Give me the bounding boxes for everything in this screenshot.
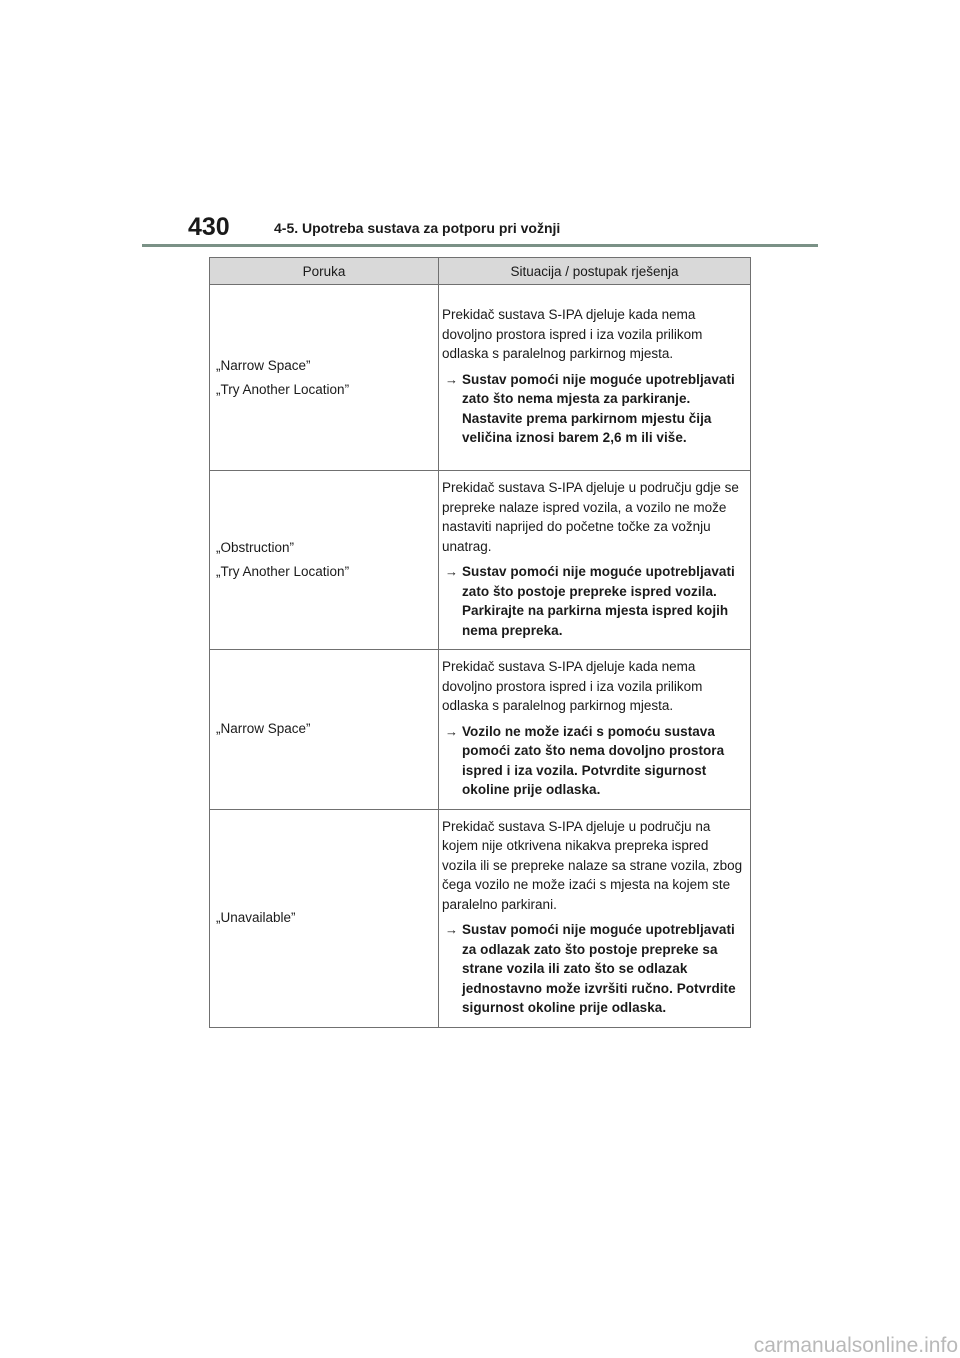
arrow-right-icon: →	[445, 922, 459, 937]
page-number: 430	[188, 213, 230, 241]
section-title: 4-5. Upotreba sustava za potporu pri vožnji	[274, 220, 561, 236]
situation-cell	[439, 285, 751, 471]
column-header-situation: Situacija / postupak rješenja	[439, 258, 751, 285]
column-header-message: Poruka	[210, 258, 439, 285]
solution-text	[442, 370, 746, 448]
message-text: „Try Another Location”	[216, 381, 350, 397]
message-text: „Narrow Space”	[216, 357, 311, 373]
message-text: „Try Another Location”	[216, 564, 350, 579]
message-text: „Obstruction”	[216, 540, 295, 555]
table-row	[210, 471, 751, 650]
message-cell	[210, 471, 439, 650]
message-cell	[210, 809, 439, 1027]
solution-text	[442, 920, 746, 1018]
situation-cell	[439, 650, 751, 810]
message-cell	[210, 285, 439, 471]
table-row	[210, 285, 751, 471]
situation-text: Prekidač sustava S-IPA djeluje u području na kojem nije otkrivena nikakva prepreka ispred vozila ili se prepreke nalaze sa strane vozila, zbog čega vozilo ne može izaći s mjesta na kojem ste paralelno parkirani.	[442, 818, 743, 912]
message-table	[209, 257, 751, 1028]
solution-label: Sustav pomoći nije moguće upotrebljavati zato što nema mjesta za parkiranje. Nastavite prema parkirnom mjestu čija veličina iznosi barem 2,6 m ili više.	[462, 371, 735, 446]
arrow-right-icon: →	[445, 564, 459, 579]
solution-text	[442, 562, 746, 640]
arrow-right-icon: →	[445, 371, 459, 387]
situation-text: Prekidač sustava S-IPA djeluje kada nema dovoljno prostora ispred i iza vozila prilikom odlaska s paralelnog parkirnog mjesta.	[442, 659, 703, 713]
message-text: „Narrow Space”	[216, 721, 311, 737]
solution-text	[442, 722, 746, 800]
solution-label: Sustav pomoći nije moguće upotrebljavati zato što postoje prepreke ispred vozila. Parkirajte na parkirna mjesta ispred kojih nema prepreka.	[462, 564, 735, 638]
situation-text: Prekidač sustava S-IPA djeluje kada nema dovoljno prostora ispred i iza vozila prilikom odlaska s paralelnog parkirnog mjesta.	[442, 307, 703, 362]
situation-cell	[439, 471, 751, 650]
page-header	[142, 213, 818, 245]
message-cell	[210, 650, 439, 810]
table-row	[210, 809, 751, 1027]
watermark: carmanualsonline.info	[753, 1334, 958, 1357]
table-header-row	[210, 258, 751, 285]
solution-label: Vozilo ne može izaći s pomoću sustava pomoći zato što nema dovoljno prostora ispred i iza vozila. Potvrdite sigurnost okoline prije odlaska.	[462, 723, 725, 797]
table-row	[210, 650, 751, 810]
situation-cell	[439, 809, 751, 1027]
message-text: „Unavailable”	[216, 910, 296, 925]
header-divider	[142, 244, 818, 247]
situation-text: Prekidač sustava S-IPA djeluje u području gdje se prepreke nalaze ispred vozila, a vozilo ne može nastaviti naprijed do početne točke za vožnju unatrag.	[442, 480, 739, 554]
solution-label: Sustav pomoći nije moguće upotrebljavati za odlazak zato što postoje prepreke sa strane vozila ili zato što se odlazak jednostavno može izvršiti ručno. Potvrdite sigurnost okoline prije odlaska.	[462, 922, 736, 1015]
arrow-right-icon: →	[445, 723, 459, 739]
